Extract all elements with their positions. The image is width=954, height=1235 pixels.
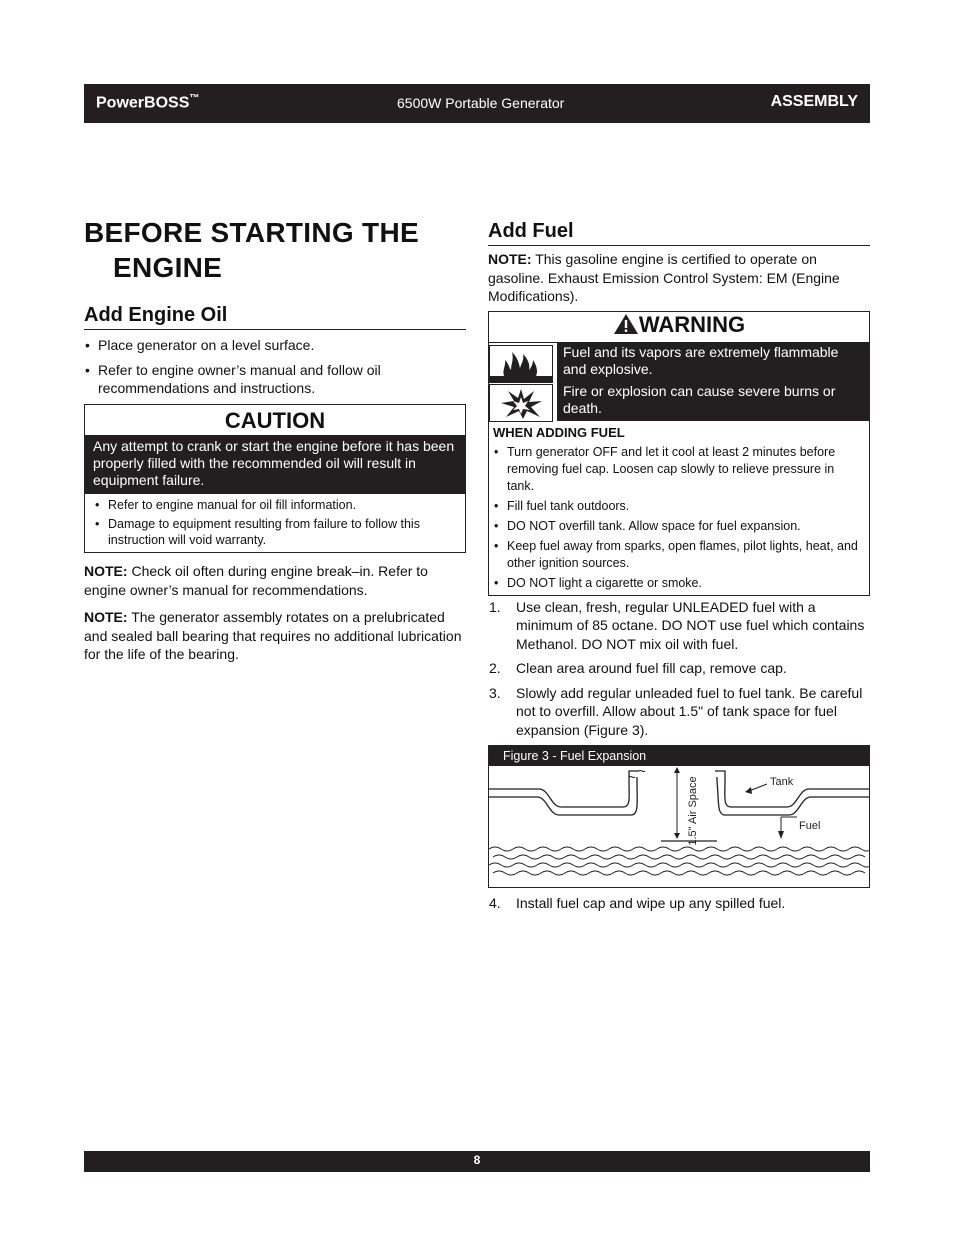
- figure-caption: Figure 3 - Fuel Expansion: [489, 746, 869, 766]
- fuel-label: Fuel: [799, 820, 821, 832]
- caution-list: [85, 498, 465, 549]
- step-item: 2. Clean area around fuel fill cap, remove cap.: [489, 660, 787, 676]
- step-item: 1. Use clean, fresh, regular UNLEADED fuel with a minimum of 85 octane. DO NOT use fuel which contains Methanol. DO NOT mix oil with fuel.: [489, 598, 865, 652]
- list-item: • DO NOT light a cigarette or smoke.: [493, 575, 863, 592]
- right-column: [488, 220, 870, 919]
- list-item: • Refer to engine manual for oil fill information.: [94, 498, 457, 514]
- list-item: • Keep fuel away from sparks, open flames, pilot lights, heat, and other ignition sources.: [493, 538, 863, 572]
- warning-title: WARNING: [489, 312, 869, 343]
- step-item: 3. Slowly add regular unleaded fuel to fuel tank. Be careful not to overfill. Allow about 1.5" of tank space for fuel expansion (Figure 3).: [489, 684, 863, 738]
- tank-label: Tank: [770, 776, 794, 788]
- list-item: • Turn generator OFF and let it cool at least 2 minutes before removing fuel cap. Loosen cap slowly to relieve pressure in tank.: [493, 444, 863, 495]
- warning-triangle-icon: [613, 313, 639, 335]
- oil-note: NOTE: Check oil often during engine break–in. Refer to engine owner’s manual for recommendations.: [84, 563, 428, 598]
- hazard-text-2: Fire or explosion can cause severe burns or death.: [557, 382, 869, 421]
- oil-list: [84, 336, 466, 398]
- add-fuel-heading: Add Fuel: [488, 220, 870, 246]
- brand-name: PowerBOSS™: [96, 93, 200, 112]
- title-line-1: BEFORE STARTING THE: [84, 217, 419, 248]
- fuel-note: NOTE: This gasoline engine is certified to operate on gasoline. Exhaust Emission Control System: EM (Engine Modifications).: [488, 251, 840, 304]
- list-item: • Refer to engine owner’s manual and follow oil recommendations and instructions.: [84, 361, 466, 398]
- caution-message: Any attempt to crank or start the engine before it has been properly filled with the recommended oil will result in equipment failure.: [85, 435, 465, 494]
- warning-subheading: WHEN ADDING FUEL: [493, 424, 625, 440]
- step-item: 4. Install fuel cap and wipe up any spilled fuel.: [489, 895, 786, 911]
- list-item: • DO NOT overfill tank. Allow space for fuel expansion.: [493, 518, 863, 535]
- tank-diagram: [489, 767, 869, 886]
- add-engine-oil-heading: Add Engine Oil: [84, 304, 466, 330]
- bearing-note: NOTE: The generator assembly rotates on a prelubricated and sealed ball bearing that requires no additional lubrication for the life of the bearing.: [84, 609, 462, 662]
- hazard-row-explosion: [489, 382, 869, 421]
- caution-box: [84, 404, 466, 554]
- caution-title: CAUTION: [224, 407, 326, 433]
- explosion-icon: [489, 384, 553, 422]
- title-line-2: ENGINE: [113, 252, 223, 283]
- page-title: [84, 215, 466, 285]
- warning-box: [488, 311, 870, 596]
- fuel-expansion-figure: [488, 745, 870, 888]
- hazard-row-fire: [489, 343, 869, 382]
- section-name: ASSEMBLY: [770, 93, 858, 110]
- page-footer: [84, 1151, 870, 1172]
- fuel-steps-continued: [488, 894, 870, 913]
- list-item: • Damage to equipment resulting from failure to follow this instruction will void warranty.: [94, 517, 457, 548]
- list-item: • Place generator on a level surface.: [84, 336, 466, 355]
- flame-icon: [489, 345, 553, 383]
- list-item: • Fill fuel tank outdoors.: [493, 498, 863, 515]
- page-header: [84, 84, 870, 123]
- fuel-steps: [488, 598, 870, 740]
- hazard-text-1: Fuel and its vapors are extremely flammable and explosive.: [557, 343, 869, 382]
- left-column: [84, 215, 466, 664]
- air-space-label: 1.5" Air Space: [687, 776, 699, 846]
- product-name: 6500W Portable Generator: [397, 95, 565, 111]
- page-number: 8: [473, 1153, 481, 1167]
- fuel-safety-list: [489, 444, 869, 592]
- trademark: ™: [189, 93, 200, 104]
